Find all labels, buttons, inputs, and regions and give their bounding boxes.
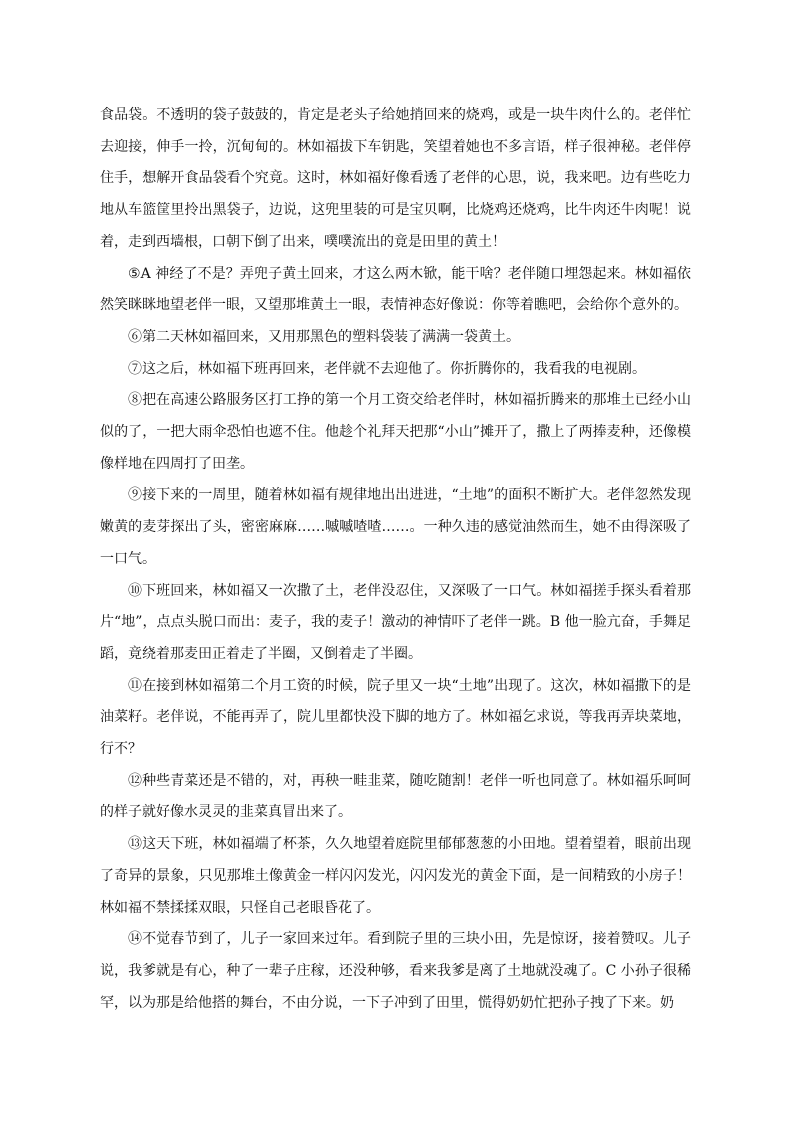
paragraph-13: ⑬这天下班，林如福端了杯茶，久久地望着庭院里郁郁葱葱的小田地。望着望着，眼前出现了奇异的景象，只见那堆土像黄金一样闪闪发光，闪闪发光的黄金下面，是一间精致的小房子！林如福不禁揉揉双眼，只怪自己老眼昏花了。: [100, 836, 691, 916]
paragraph-9: ⑨接下来的一周里，随着林如福有规律地出出进进，“土地”的面积不断扩大。老伴忽然发现嫩黄的麦芽探出了头，密密麻麻……嘁嘁喳喳……。一种久违的感觉油然而生，她不由得深吸了一口气。: [100, 487, 691, 567]
paragraph-11: ⑪在接到林如福第二个月工资的时候，院子里又一块“土地”出现了。这次，林如福撒下的是油菜籽。老伴说，不能再弄了，院儿里都快没下脚的地方了。林如福乞求说，等我再弄块菜地，行不？: [100, 677, 691, 758]
paragraph-10: ⑩下班回来，林如福又一次撒了土，老伴没忍住，又深吸了一口气。林如福搓手探头看着那片“地”，点点头脱口而出：麦子，我的麦子！激动的神情吓了老伴一跳。B 他一脸亢奋，手舞足蹈，竟绕着那麦田正着走了半圈，又倒着走了半圈。: [100, 582, 691, 662]
paragraph-12: ⑫种些青菜还是不错的，对，再秧一畦韭菜，随吃随割！老伴一听也同意了。林如福乐呵呵的样子就好像水灵灵的韭菜真冒出来了。: [100, 772, 691, 821]
paragraph-continuation: 食品袋。不透明的袋子鼓鼓的，肯定是老头子给她捎回来的烧鸡，或是一块牛肉什么的。老伴忙去迎接，伸手一拎，沉甸甸的。林如福拔下车钥匙，笑望着她也不多言语，样子很神秘。老伴停住手，想解开食品袋看个究竟。这时，林如福好像看透了老伴的心思，说，我来吧。边有些吃力地从车篮筐里拎出黑袋子，边说，这兜里装的可是宝贝啊，比烧鸡还烧鸡，比牛肉还牛肉呢！说着，走到西墙根，口朝下倒了出来，噗噗流出的竟是田里的黄土！: [100, 107, 691, 250]
paragraph-6: ⑥第二天林如福回来，又用那黑色的塑料袋装了满满一袋黄土。: [128, 328, 520, 345]
paragraph-8: ⑧把在高速公路服务区打工挣的第一个月工资交给老伴时，林如福折腾来的那堆土已经小山似的了，一把大雨伞恐怕也遮不住。他趁个礼拜天把那“小山”摊开了，撒上了两捧麦种，还像模像样地在四周打了田垄。: [100, 392, 691, 472]
paragraph-5: ⑤A 神经了不是？弄兜子黄土回来，才这么两木锨，能干啥？老伴随口埋怨起来。林如福依然笑眯眯地望老伴一眼，又望那堆黄土一眼，表情神态好像说：你等着瞧吧，会给你个意外的。: [100, 265, 691, 314]
paragraph-14: ⑭不觉春节到了，儿子一家回来过年。看到院子里的三块小田，先是惊讶，接着赞叹。儿子说，我爹就是有心，种了一辈子庄稼，还没种够，看来我爹是离了土地就没魂了。C 小孙子很稀罕，以为那是给他搭的舞台，不由分说，一下子冲到了田里，慌得奶奶忙把孙子拽了下来。奶: [100, 931, 691, 1011]
document-body: [100, 100, 691, 1019]
paragraph-7: ⑦这之后，林如福下班再回来，老伴就不去迎他了。你折腾你的，我看我的电视剧。: [128, 360, 646, 377]
